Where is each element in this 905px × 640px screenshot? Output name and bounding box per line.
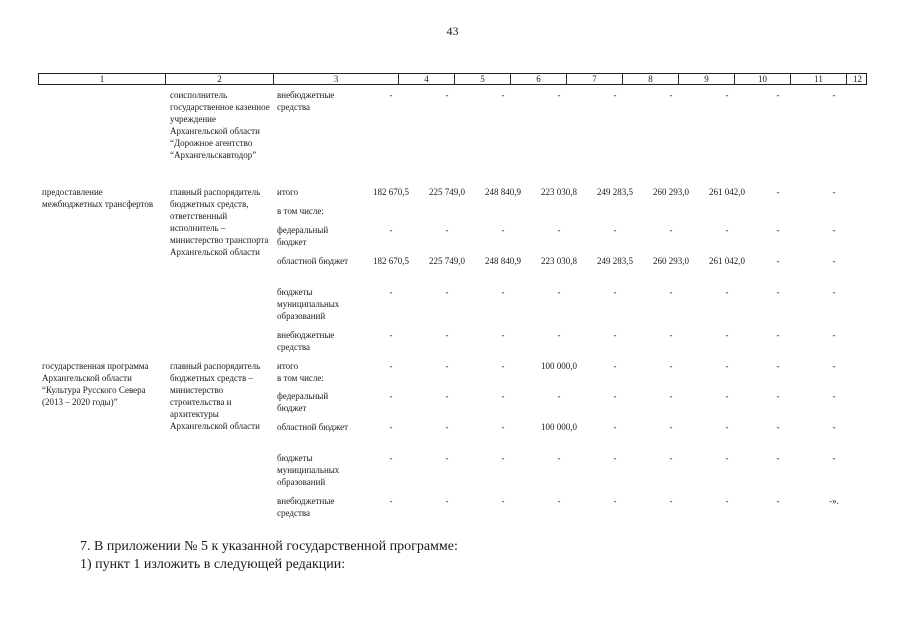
section-2-responsible: главный распорядитель бюджетных средств – министерство строительства и архитектуры Архангельской области bbox=[170, 361, 261, 431]
s2-r2-v0: - bbox=[389, 391, 393, 401]
s1-r5-v7: - bbox=[776, 330, 780, 340]
s1-r2-v7: - bbox=[776, 225, 780, 235]
s1-r0-v4: 249 283,5 bbox=[597, 187, 633, 197]
s1-r5-v3: - bbox=[557, 330, 561, 340]
s2-r3-v7: - bbox=[776, 422, 780, 432]
s2-r0-v8: - bbox=[832, 361, 836, 371]
section-1-event: предоставление межбюджетных трансфертов bbox=[42, 187, 154, 209]
s2-r3-v2: - bbox=[501, 422, 505, 432]
s2-r5-v6: - bbox=[725, 496, 729, 506]
section-0-responsible: соисполнитель государственное казенное учреждение Архангельской области “Дорожное агентство “Архангельскавтодор” bbox=[170, 90, 270, 160]
s2-r2-v1: - bbox=[445, 391, 449, 401]
s2-r0-label: итого bbox=[277, 361, 299, 371]
s1-r2-v1: - bbox=[445, 225, 449, 235]
s1-r0-v6: 261 042,0 bbox=[709, 187, 745, 197]
s1-r0-v0: 182 670,5 bbox=[373, 187, 409, 197]
s2-r0-v0: - bbox=[389, 361, 393, 371]
s2-r3-v4: - bbox=[613, 422, 617, 432]
s0-r0-v3: - bbox=[557, 90, 561, 100]
header-col-5: 5 bbox=[455, 74, 511, 84]
s1-r0-v1: 225 749,0 bbox=[429, 187, 465, 197]
s2-r2-v5: - bbox=[669, 391, 673, 401]
s2-r2-v7: - bbox=[776, 391, 780, 401]
header-col-11: 11 bbox=[791, 74, 847, 84]
paragraph-7: 7. В приложении № 5 к указанной государственной программе: bbox=[80, 539, 458, 554]
s1-r0-v5: 260 293,0 bbox=[653, 187, 689, 197]
s2-r0-v2: - bbox=[501, 361, 505, 371]
s1-r0-v3: 223 030,8 bbox=[541, 187, 577, 197]
s2-r3-v3: 100 000,0 bbox=[541, 422, 577, 432]
s2-r4-label: бюджеты муниципальных образований bbox=[277, 453, 340, 487]
s2-r4-v6: - bbox=[725, 453, 729, 463]
s2-r4-v3: - bbox=[557, 453, 561, 463]
s2-r2-v6: - bbox=[725, 391, 729, 401]
s2-r0-v7: - bbox=[776, 361, 780, 371]
s1-r4-v5: - bbox=[669, 287, 673, 297]
s2-r0-v6: - bbox=[725, 361, 729, 371]
s1-r2-v2: - bbox=[501, 225, 505, 235]
s2-r0-v4: - bbox=[613, 361, 617, 371]
s1-r5-v4: - bbox=[613, 330, 617, 340]
s1-r5-label: внебюджетные средства bbox=[277, 330, 335, 352]
s2-r5-v4: - bbox=[613, 496, 617, 506]
section-1-responsible: главный распорядитель бюджетных средств, ответственный исполнитель – министерство транспорта Архангельской области bbox=[170, 187, 269, 257]
s2-r2-label: федеральный бюджет bbox=[277, 391, 329, 413]
s2-r5-v0: - bbox=[389, 496, 393, 506]
s2-r2-v2: - bbox=[501, 391, 505, 401]
s1-r3-v2: 248 840,9 bbox=[485, 256, 521, 266]
s1-r3-v7: - bbox=[776, 256, 780, 266]
s1-r5-v5: - bbox=[669, 330, 673, 340]
s1-r4-label: бюджеты муниципальных образований bbox=[277, 287, 340, 321]
s2-r2-v3: - bbox=[557, 391, 561, 401]
s0-r0-v1: - bbox=[445, 90, 449, 100]
s2-r3-v0: - bbox=[389, 422, 393, 432]
s2-r2-v8: - bbox=[832, 391, 836, 401]
s2-r4-v0: - bbox=[389, 453, 393, 463]
s1-r5-v1: - bbox=[445, 330, 449, 340]
s1-r2-v6: - bbox=[725, 225, 729, 235]
s0-r0-v5: - bbox=[669, 90, 673, 100]
s2-r0-v1: - bbox=[445, 361, 449, 371]
s2-r5-v8: -». bbox=[829, 496, 839, 506]
s1-r3-label: областной бюджет bbox=[277, 256, 349, 266]
s1-r3-v5: 260 293,0 bbox=[653, 256, 689, 266]
header-col-3: 3 bbox=[274, 74, 399, 84]
s0-r0-v4: - bbox=[613, 90, 617, 100]
s1-r1-label: в том числе: bbox=[277, 206, 324, 216]
s1-r0-v2: 248 840,9 bbox=[485, 187, 521, 197]
s2-r5-v2: - bbox=[501, 496, 505, 506]
s0-r0-v6: - bbox=[725, 90, 729, 100]
section-2-event: государственная программа Архангельской области “Культура Русского Севера (2013 – 2020 годы)” bbox=[42, 361, 149, 407]
s2-r0-v5: - bbox=[669, 361, 673, 371]
header-col-8: 8 bbox=[623, 74, 679, 84]
header-col-7: 7 bbox=[567, 74, 623, 84]
s1-r4-v7: - bbox=[776, 287, 780, 297]
s0-r0-v8: - bbox=[832, 90, 836, 100]
s2-r2-v4: - bbox=[613, 391, 617, 401]
section-0-row-0-label: внебюджетные средства bbox=[277, 90, 335, 112]
s2-r5-label: внебюджетные средства bbox=[277, 496, 335, 518]
header-col-1: 1 bbox=[39, 74, 166, 84]
s1-r3-v4: 249 283,5 bbox=[597, 256, 633, 266]
s2-r4-v1: - bbox=[445, 453, 449, 463]
s1-r4-v3: - bbox=[557, 287, 561, 297]
s1-r5-v6: - bbox=[725, 330, 729, 340]
s1-r4-v8: - bbox=[832, 287, 836, 297]
s1-r3-v3: 223 030,8 bbox=[541, 256, 577, 266]
s2-r0-v3: 100 000,0 bbox=[541, 361, 577, 371]
paragraph-7-1: 1) пункт 1 изложить в следующей редакции: bbox=[80, 557, 346, 572]
s2-r4-v8: - bbox=[832, 453, 836, 463]
s2-r3-v5: - bbox=[669, 422, 673, 432]
s2-r1-label: в том числе: bbox=[277, 373, 324, 383]
s1-r2-v5: - bbox=[669, 225, 673, 235]
s2-r5-v7: - bbox=[776, 496, 780, 506]
s1-r4-v2: - bbox=[501, 287, 505, 297]
s2-r3-label: областной бюджет bbox=[277, 422, 349, 432]
s1-r3-v6: 261 042,0 bbox=[709, 256, 745, 266]
s1-r4-v4: - bbox=[613, 287, 617, 297]
s1-r3-v8: - bbox=[832, 256, 836, 266]
s2-r5-v5: - bbox=[669, 496, 673, 506]
header-col-12: 12 bbox=[853, 74, 862, 84]
s1-r5-v0: - bbox=[389, 330, 393, 340]
header-col-10: 10 bbox=[735, 74, 791, 84]
s0-r0-v0: - bbox=[389, 90, 393, 100]
s2-r5-v1: - bbox=[445, 496, 449, 506]
s2-r5-v3: - bbox=[557, 496, 561, 506]
s1-r4-v6: - bbox=[725, 287, 729, 297]
s0-r0-v7: - bbox=[776, 90, 780, 100]
s2-r4-v4: - bbox=[613, 453, 617, 463]
s1-r0-label: итого bbox=[277, 187, 299, 197]
s1-r4-v0: - bbox=[389, 287, 393, 297]
s2-r3-v1: - bbox=[445, 422, 449, 432]
table-header bbox=[38, 73, 867, 85]
s2-r3-v6: - bbox=[725, 422, 729, 432]
header-col-4: 4 bbox=[399, 74, 455, 84]
header-col-9: 9 bbox=[679, 74, 735, 84]
s1-r3-v0: 182 670,5 bbox=[373, 256, 409, 266]
s1-r2-v8: - bbox=[832, 225, 836, 235]
s1-r5-v8: - bbox=[832, 330, 836, 340]
header-col-6: 6 bbox=[511, 74, 567, 84]
s1-r5-v2: - bbox=[501, 330, 505, 340]
s1-r2-v0: - bbox=[389, 225, 393, 235]
s1-r0-v7: - bbox=[776, 187, 780, 197]
s2-r4-v2: - bbox=[501, 453, 505, 463]
s2-r4-v5: - bbox=[669, 453, 673, 463]
s1-r3-v1: 225 749,0 bbox=[429, 256, 465, 266]
s0-r0-v2: - bbox=[501, 90, 505, 100]
s2-r3-v8: - bbox=[832, 422, 836, 432]
s1-r2-v4: - bbox=[613, 225, 617, 235]
s2-r4-v7: - bbox=[776, 453, 780, 463]
page-number: 43 bbox=[446, 24, 459, 38]
s1-r0-v8: - bbox=[832, 187, 836, 197]
header-col-2: 2 bbox=[166, 74, 274, 84]
s1-r2-label: федеральный бюджет bbox=[277, 225, 329, 247]
s1-r4-v1: - bbox=[445, 287, 449, 297]
s1-r2-v3: - bbox=[557, 225, 561, 235]
